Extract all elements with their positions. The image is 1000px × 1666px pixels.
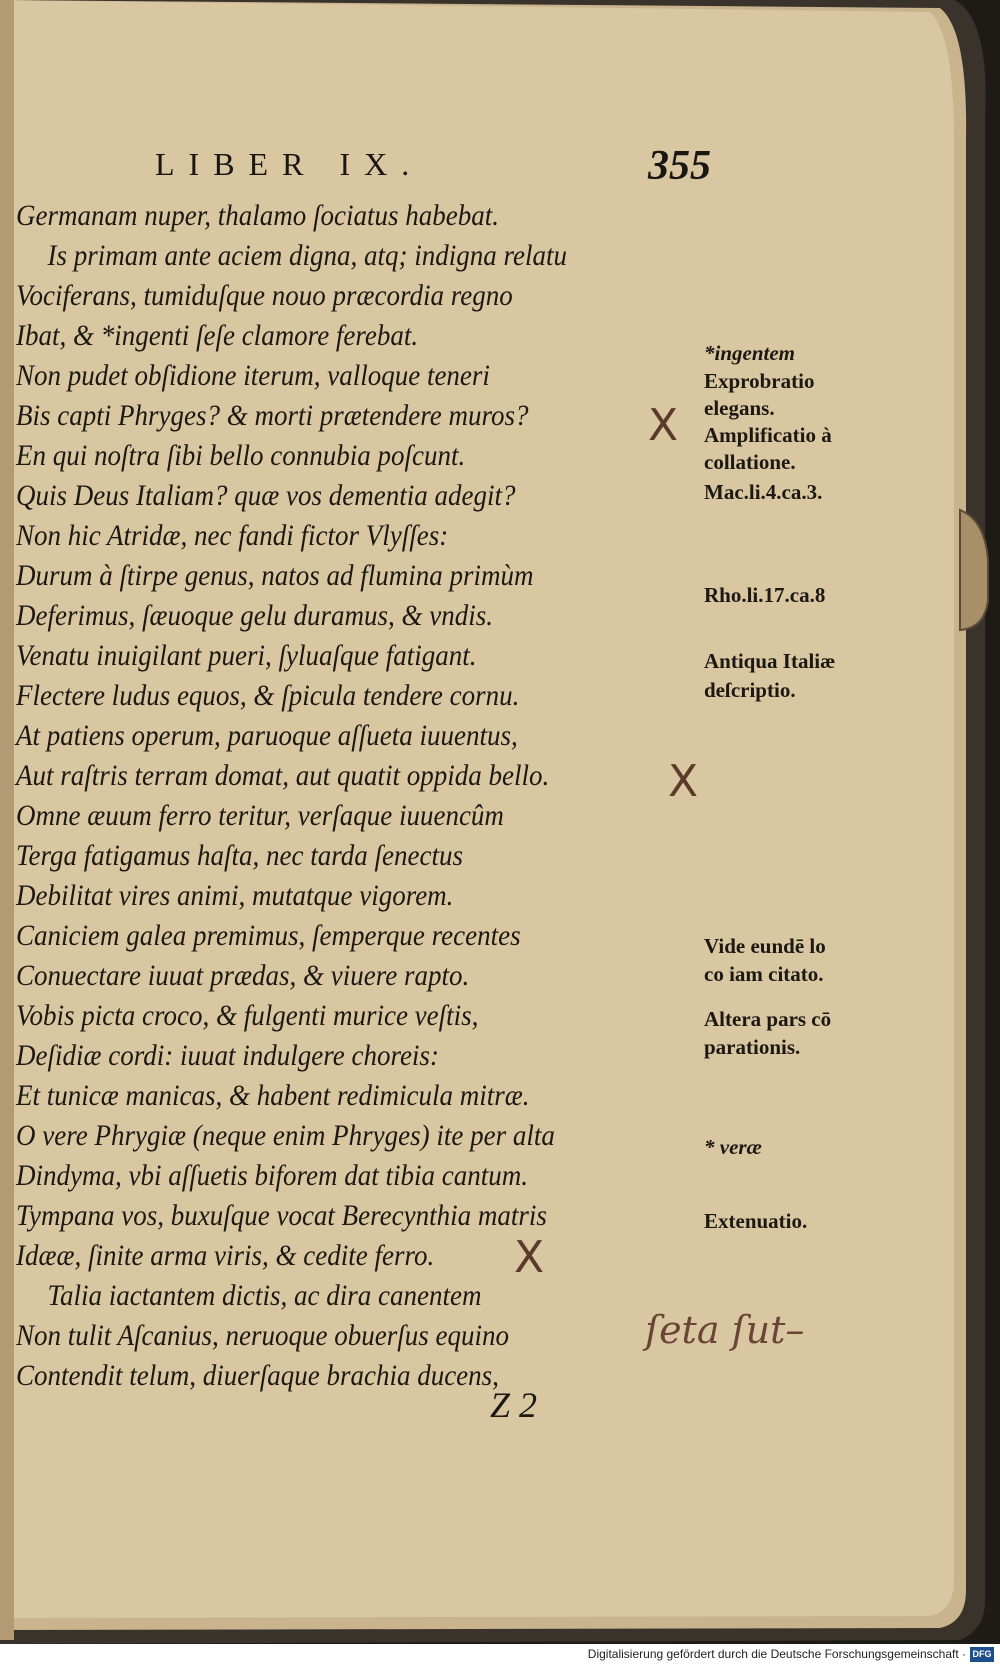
verse-line: Ibat, & *ingenti ſeſe clamore ferebat.	[16, 319, 419, 352]
verse-line: Deferimus, ſæuoque gelu duramus, & vndis.	[16, 599, 493, 632]
running-head-title: LIBER IX.	[155, 146, 424, 182]
footer-bar	[0, 1644, 1000, 1666]
dfg-logo: DFG	[970, 1647, 994, 1662]
running-head	[0, 142, 1000, 192]
margin-note: Antiqua Italiæ	[704, 649, 836, 673]
verse-line: Is primam ante aciem digna, atq; indigna relatu	[47, 239, 567, 272]
verse-line: O vere Phrygiæ (neque enim Phryges) ite per alta	[16, 1119, 555, 1152]
margin-note: Vide eundē lo	[704, 934, 826, 958]
verse-line: Conuectare iuuat prædas, & viuere rapto.	[16, 959, 470, 992]
handwritten-cross-mark: X	[668, 756, 699, 807]
signature-mark: Z 2	[490, 1385, 538, 1425]
margin-note: elegans.	[704, 396, 775, 420]
verse-line: Aut raſtris terram domat, aut quatit oppida bello.	[16, 759, 550, 792]
verse-line: Idææ, ſinite arma viris, & cedite ferro.	[16, 1239, 435, 1272]
verse-line: Quis Deus Italiam? quæ vos dementia adegit?	[16, 479, 516, 512]
margin-note: deſcriptio.	[704, 678, 796, 702]
verse-line: En qui noſtra ſibi bello connubia poſcunt.	[16, 439, 466, 472]
verse-line: Vobis picta croco, & fulgenti murice veſtis,	[16, 999, 479, 1032]
verse-block	[16, 196, 699, 1396]
margin-note: co iam citato.	[704, 962, 824, 986]
handwritten-annotation: ſeta ſut–	[645, 1308, 805, 1352]
margin-note: parationis.	[704, 1035, 801, 1059]
verse-line: Debilitat vires animi, mutatque vigorem.	[16, 879, 454, 912]
verse-line: Vociferans, tumiduſque nouo præcordia regno	[16, 279, 513, 312]
verse-line: Tympana vos, buxuſque vocat Berecynthia matris	[16, 1199, 547, 1232]
verse-line: Non hic Atridæ, nec fandi fictor Vlyſſes:	[16, 519, 449, 552]
verse-line: Germanam nuper, thalamo ſociatus habebat.	[16, 199, 499, 232]
handwritten-cross-mark: X	[514, 1232, 545, 1283]
verse-line: Durum à ſtirpe genus, natos ad flumina primùm	[16, 559, 534, 592]
margin-note: Amplificatio à	[704, 423, 832, 447]
verse-line: Venatu inuigilant pueri, ſyluaſque fatigant.	[16, 639, 477, 672]
verse-line: Terga fatigamus haſta, nec tarda ſenectus	[16, 839, 463, 872]
verse-line: Non pudet obſidione iterum, valloque teneri	[16, 359, 490, 392]
margin-note: Altera pars cō	[704, 1007, 832, 1031]
verse-line: Dindyma, vbi aſſuetis biforem dat tibia cantum.	[16, 1159, 528, 1192]
footer-credit: Digitalisierung gefördert durch die Deutsche Forschungsgemeinschaft ·	[587, 1647, 966, 1661]
margin-note: Mac.li.4.ca.3.	[704, 480, 823, 504]
verse-line: At patiens operum, paruoque aſſueta iuuentus,	[16, 719, 518, 752]
verse-line: Et tunicæ manicas, & habent redimicula mitræ.	[16, 1079, 530, 1112]
margin-note: Exprobratio	[704, 369, 815, 393]
verse-line: Non tulit Aſcanius, neruoque obuerſus equino	[16, 1319, 509, 1352]
verse-line: Deſidiæ cordi: iuuat indulgere choreis:	[16, 1039, 439, 1072]
verse-line: Omne æuum ferro teritur, verſaque iuuencûm	[16, 799, 504, 832]
margin-note: *ingentem	[704, 341, 796, 365]
verse-line: Talia iactantem dictis, ac dira canentem	[47, 1279, 482, 1312]
margin-note: * veræ	[704, 1135, 762, 1159]
margin-note: collatione.	[704, 450, 796, 474]
margin-note: Extenuatio.	[704, 1209, 808, 1233]
verse-line: Bis capti Phryges? & morti prætendere muros?	[16, 399, 529, 432]
page-number: 355	[648, 143, 711, 189]
verse-line: Contendit telum, diuerſaque brachia ducens,	[16, 1359, 499, 1392]
handwritten-cross-mark: X	[648, 400, 679, 451]
verse-line: Flectere ludus equos, & ſpicula tendere cornu.	[16, 679, 520, 712]
verse-line: Caniciem galea premimus, ſemperque recentes	[16, 919, 521, 952]
margin-note: Rho.li.17.ca.8	[704, 583, 826, 607]
